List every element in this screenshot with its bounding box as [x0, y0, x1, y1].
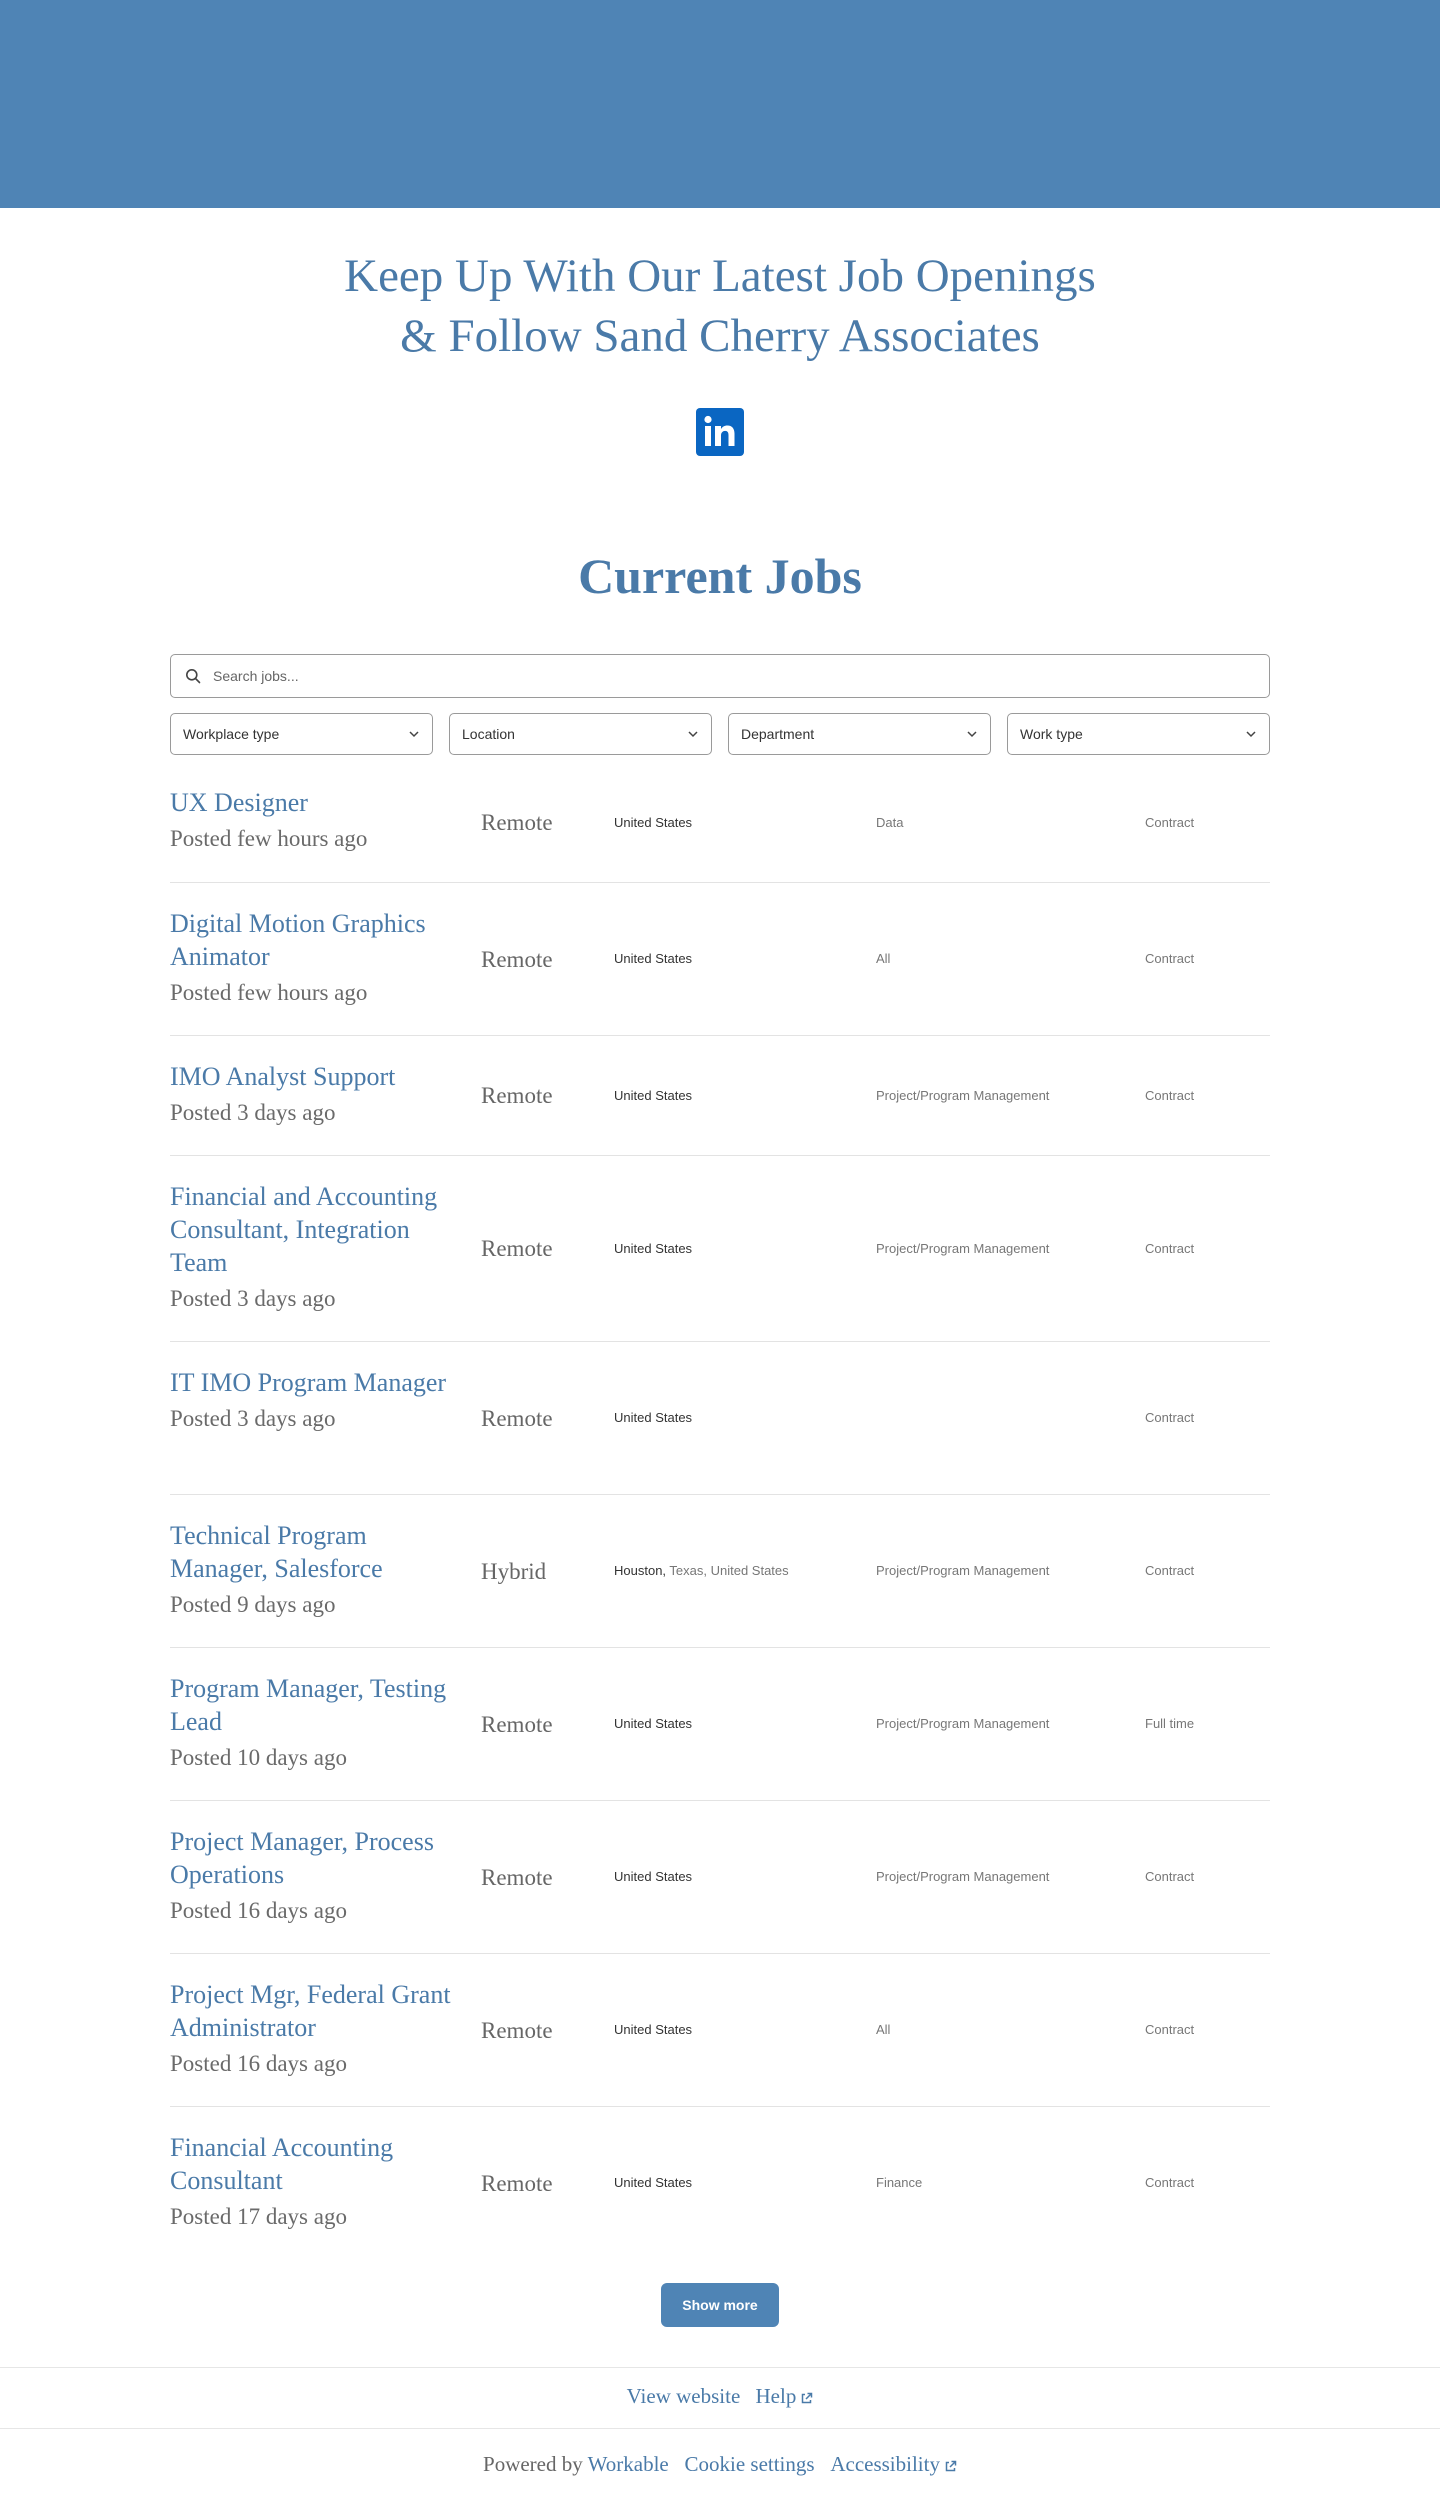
search-input[interactable]	[213, 656, 1269, 696]
job-title-block	[170, 786, 455, 854]
workable-link[interactable]: Workable	[587, 2452, 669, 2476]
job-work-type: Contract	[1145, 2175, 1195, 2190]
job-posted: Posted few hours ago	[170, 980, 368, 1005]
job-workplace: Remote	[481, 1406, 553, 1431]
job-row[interactable]	[170, 1954, 1270, 2107]
job-location	[614, 1562, 789, 1580]
job-department: Project/Program Management	[876, 1869, 1050, 1884]
chevron-down-icon	[1245, 728, 1257, 740]
job-workplace: Remote	[481, 1083, 553, 1108]
job-location	[614, 950, 692, 968]
headline-line-2: & Follow Sand Cherry Associates	[400, 310, 1040, 362]
job-department: Project/Program Management	[876, 1716, 1050, 1731]
job-location-primary: United States	[614, 1241, 693, 1256]
filter-department[interactable]	[728, 713, 991, 755]
job-search	[170, 654, 1270, 698]
job-location-primary: United States	[614, 1869, 693, 1884]
job-posted: Posted 9 days ago	[170, 1592, 336, 1617]
footer-divider	[0, 2428, 1440, 2429]
job-workplace: Remote	[481, 1865, 553, 1890]
job-location	[614, 2021, 692, 2039]
job-posted: Posted few hours ago	[170, 826, 368, 851]
job-title-block	[170, 1978, 455, 2079]
job-posted: Posted 3 days ago	[170, 1406, 336, 1431]
job-title-link[interactable]: Financial and Accounting Consultant, Integration Team	[170, 1182, 438, 1277]
job-location-rest: Texas, United States	[666, 1563, 789, 1578]
job-work-type: Contract	[1145, 1563, 1195, 1578]
job-posted: Posted 3 days ago	[170, 1100, 336, 1125]
job-title-link[interactable]: Project Mgr, Federal Grant Administrator	[170, 1980, 451, 2042]
job-location	[614, 814, 692, 832]
filter-workplace-type[interactable]	[170, 713, 433, 755]
job-title-block	[170, 1060, 455, 1128]
job-row[interactable]	[170, 2107, 1270, 2260]
job-department: Finance	[876, 2175, 923, 2190]
cookie-settings-link[interactable]: Cookie settings	[684, 2452, 815, 2476]
current-jobs-title: Current Jobs	[578, 548, 862, 604]
job-work-type: Contract	[1145, 1410, 1195, 1425]
job-work-type: Contract	[1145, 1869, 1195, 1884]
accessibility-label: Accessibility	[830, 2452, 940, 2476]
help-link[interactable]	[756, 2384, 814, 2408]
job-location	[614, 1240, 692, 1258]
chevron-down-icon	[966, 728, 978, 740]
powered-by-text: Powered by	[483, 2452, 583, 2476]
chevron-down-icon	[408, 728, 420, 740]
job-row[interactable]	[170, 1156, 1270, 1342]
job-workplace: Remote	[481, 1712, 553, 1737]
job-workplace: Remote	[481, 947, 553, 972]
job-posted: Posted 17 days ago	[170, 2204, 347, 2229]
job-work-type: Contract	[1145, 1241, 1195, 1256]
job-work-type: Contract	[1145, 1088, 1195, 1103]
job-department: All	[876, 2022, 891, 2037]
job-work-type: Contract	[1145, 815, 1195, 830]
filter-label: Location	[462, 726, 515, 742]
job-title-block	[170, 907, 455, 1008]
job-posted: Posted 16 days ago	[170, 2051, 347, 2076]
job-location-primary: United States	[614, 1410, 693, 1425]
job-title-block	[170, 1366, 455, 1434]
job-location	[614, 1409, 692, 1427]
job-work-type: Contract	[1145, 951, 1195, 966]
job-work-type: Contract	[1145, 2022, 1195, 2037]
view-website-label: View website	[626, 2384, 741, 2408]
help-label: Help	[755, 2384, 797, 2408]
job-department: All	[876, 951, 891, 966]
job-location-primary: United States	[614, 2175, 693, 2190]
job-title-block	[170, 2131, 455, 2232]
job-location	[614, 2174, 692, 2192]
job-location	[614, 1715, 692, 1733]
header-banner	[0, 0, 1440, 208]
job-row[interactable]	[170, 1495, 1270, 1648]
filter-label: Workplace type	[183, 726, 280, 742]
job-location	[614, 1868, 692, 1886]
footer-divider	[0, 2367, 1440, 2368]
job-title-block	[170, 1825, 455, 1926]
job-row[interactable]	[170, 1036, 1270, 1156]
job-title-link[interactable]: IT IMO Program Manager	[170, 1368, 447, 1397]
filter-location[interactable]	[449, 713, 712, 755]
job-title-block	[170, 1180, 455, 1314]
job-posted: Posted 10 days ago	[170, 1745, 347, 1770]
search-icon	[185, 668, 201, 684]
job-location-primary: United States	[614, 2022, 693, 2037]
job-row[interactable]	[170, 883, 1270, 1036]
job-row[interactable]	[170, 1648, 1270, 1801]
job-title-link[interactable]: Financial Accounting Consultant	[170, 2133, 394, 2195]
job-department: Project/Program Management	[876, 1088, 1050, 1103]
job-workplace: Remote	[481, 810, 553, 835]
external-link-icon	[944, 2460, 957, 2473]
job-posted: Posted 3 days ago	[170, 1286, 336, 1311]
job-row[interactable]	[170, 1801, 1270, 1954]
job-title-link[interactable]: Digital Motion Graphics Animator	[170, 909, 426, 971]
job-department: Project/Program Management	[876, 1241, 1050, 1256]
job-title-block	[170, 1519, 455, 1620]
job-work-type: Full time	[1145, 1716, 1195, 1731]
external-link-icon	[800, 2392, 813, 2405]
show-more-button[interactable]: Show more	[661, 2283, 779, 2327]
headline-line-1: Keep Up With Our Latest Job Openings	[344, 250, 1096, 302]
job-title-link[interactable]: Program Manager, Testing Lead	[170, 1674, 447, 1736]
job-location-primary: United States	[614, 1088, 693, 1103]
job-posted: Posted 16 days ago	[170, 1898, 347, 1923]
job-workplace: Remote	[481, 2018, 553, 2043]
footer-links	[0, 2382, 1440, 2410]
filter-label: Department	[741, 726, 815, 742]
job-location-primary: Houston,	[614, 1563, 667, 1578]
job-row[interactable]	[170, 775, 1270, 883]
job-title-link[interactable]: UX Designer	[170, 788, 308, 817]
job-row[interactable]	[170, 1342, 1270, 1495]
powered-by-bar	[0, 2450, 1440, 2478]
filter-bar	[170, 713, 1270, 755]
job-title-link[interactable]: IMO Analyst Support	[170, 1062, 396, 1091]
filter-label: Work type	[1020, 726, 1083, 742]
filter-work-type[interactable]	[1007, 713, 1270, 755]
job-workplace: Hybrid	[481, 1559, 547, 1584]
job-title-link[interactable]: Technical Program Manager, Salesforce	[170, 1521, 383, 1583]
job-location-primary: United States	[614, 1716, 693, 1731]
job-title-block	[170, 1672, 455, 1773]
job-department: Data	[876, 815, 904, 830]
view-website-link[interactable]	[627, 2384, 741, 2408]
job-title-link[interactable]: Project Manager, Process Operations	[170, 1827, 434, 1889]
job-location	[614, 1087, 692, 1105]
job-department: Project/Program Management	[876, 1563, 1050, 1578]
job-list	[170, 775, 1270, 2260]
linkedin-icon[interactable]	[696, 408, 744, 456]
job-workplace: Remote	[481, 2171, 553, 2196]
job-location-primary: United States	[614, 951, 693, 966]
job-workplace: Remote	[481, 1236, 553, 1261]
page-headline	[0, 246, 1440, 366]
accessibility-link[interactable]	[830, 2452, 957, 2476]
chevron-down-icon	[687, 728, 699, 740]
job-location-primary: United States	[614, 815, 693, 830]
